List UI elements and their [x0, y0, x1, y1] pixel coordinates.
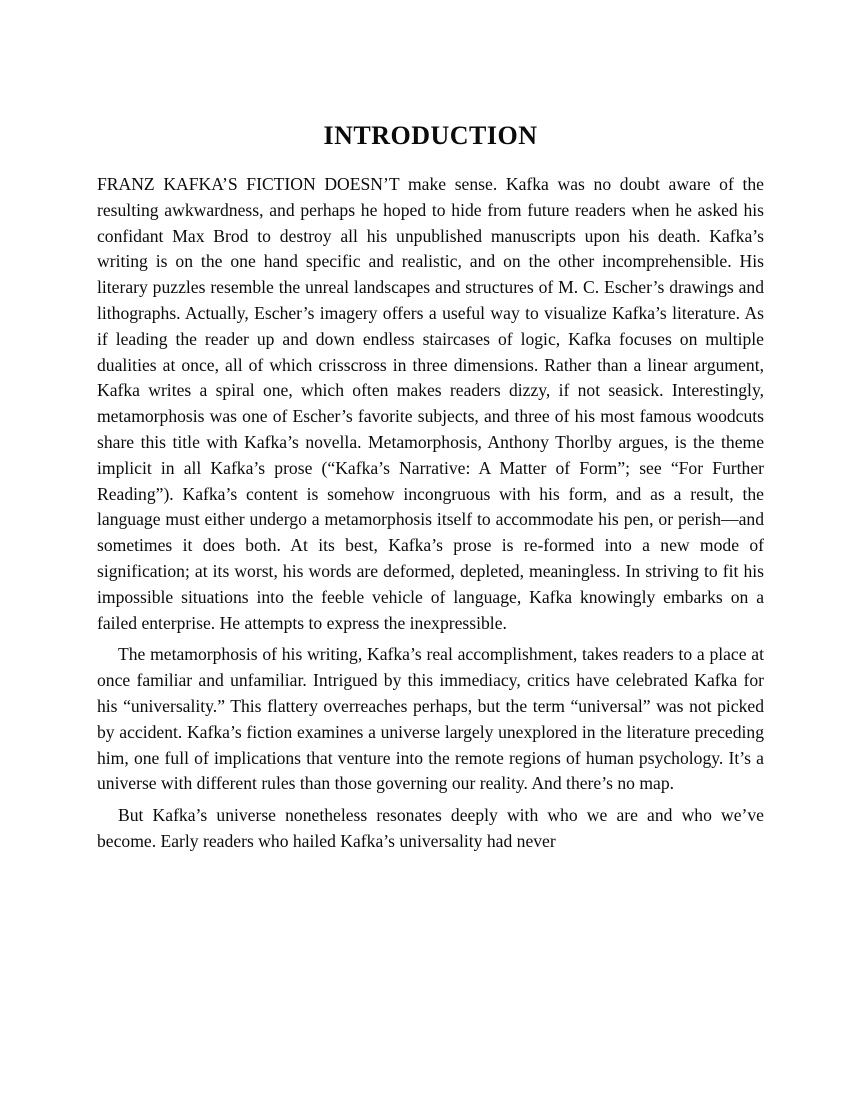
chapter-title: INTRODUCTION	[323, 121, 538, 150]
paragraph-2: The metamorphosis of his writing, Kafka’s real accomplishment, takes readers to a place at once familiar and unfamiliar. Intrigued by this immediacy, critics have celebrated Kafka for his “universality.” This flattery overreaches perhaps, but the term “universal” was not picked by accident. Kafka’s fiction examines a universe largely unexplored in the literature preceding him, one full of implications that venture into the remote regions of human psychology. It’s a universe with different rules than those governing our reality. And there’s no map.	[97, 644, 764, 794]
book-page	[97, 0, 764, 861]
paragraph-1: FRANZ KAFKA’S FICTION DOESN’T make sense. Kafka was no doubt aware of the resulting awkwardness, and perhaps he hoped to hide from future readers when he asked his confidant Max Brod to destroy all his unpublished manuscripts upon his death. Kafka’s writing is on the one hand specific and realistic, and on the other incomprehensible. His literary puzzles resemble the unreal landscapes and structures of M. C. Escher’s drawings and lithographs. Actually, Escher’s imagery offers a useful way to visualize Kafka’s literature. As if leading the reader up and down endless staircases of logic, Kafka focuses on multiple dualities at once, all of which crisscross in three dimensions. Rather than a linear argument, Kafka writes a spiral one, which often makes readers dizzy, if not seasick. Interestingly, metamorphosis was one of Escher’s favorite subjects, and three of his most famous woodcuts share this title with Kafka’s novella. Metamorphosis, Anthony Thorlby argues, is the theme implicit in all Kafka’s prose (“Kafka’s Narrative: A Matter of Form”; see “For Further Reading”). Kafka’s content is somehow incongruous with his form, and as a result, the language must either undergo a metamorphosis itself to accommodate his pen, or perish—and sometimes it does both. At its best, Kafka’s prose is re-formed into a new mode of signification; at its worst, his words are deformed, depleted, meaningless. In striving to fit his impossible situations into the feeble vehicle of language, Kafka knowingly embarks on a failed enterprise. He attempts to express the inexpressible.	[97, 174, 764, 633]
paragraph-3: But Kafka’s universe nonetheless resonates deeply with who we are and who we’ve become. Early readers who hailed Kafka’s universality had never	[97, 805, 764, 851]
body-text	[97, 172, 764, 855]
